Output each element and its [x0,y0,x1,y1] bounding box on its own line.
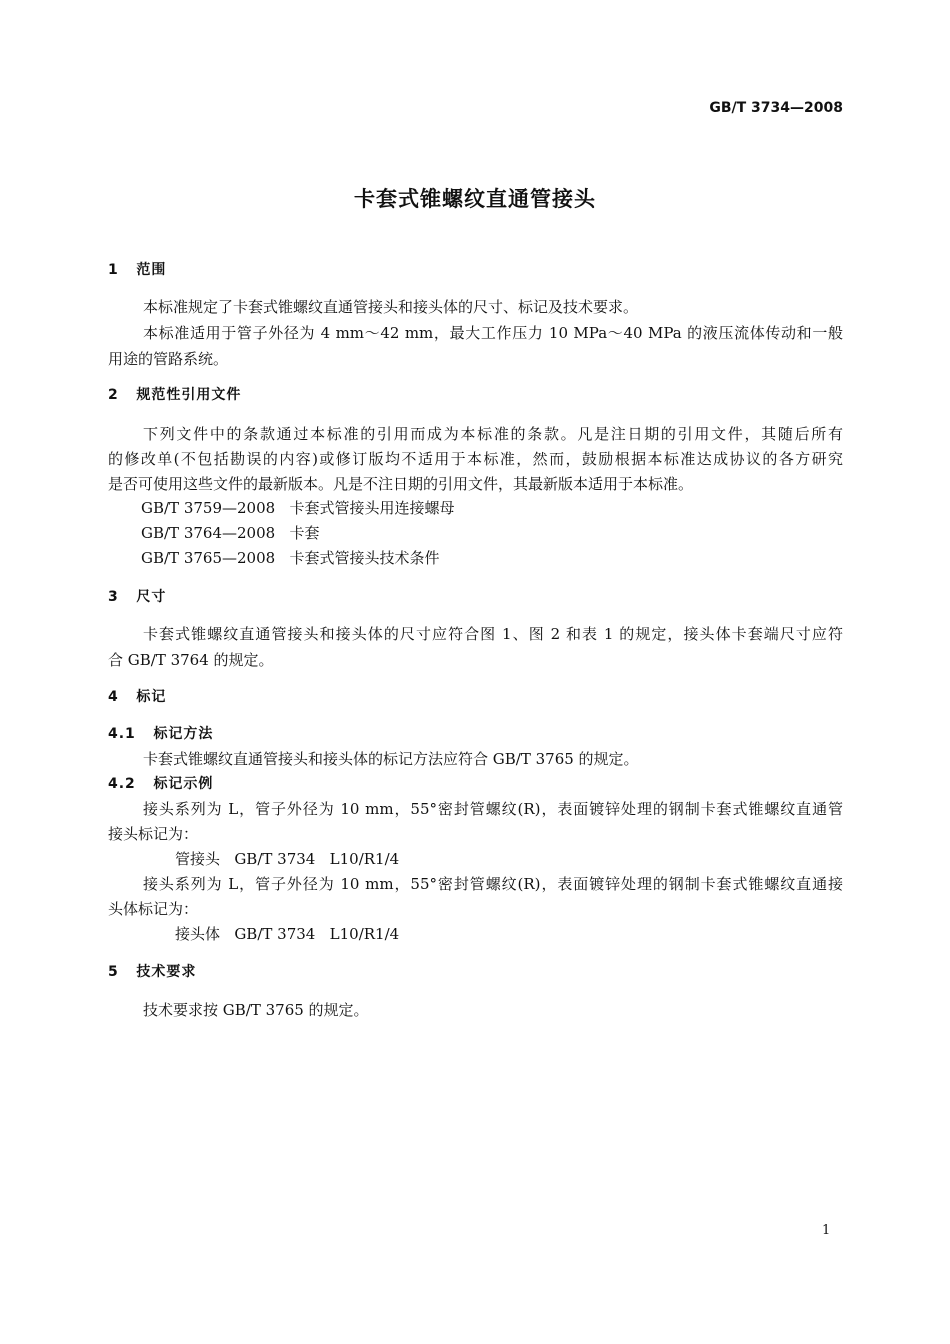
paragraph-line: 用途的管路系统。 [108,350,229,368]
paragraph-line: 卡套式锥螺纹直通管接头和接头体的标记方法应符合 GB/T 3765 的规定。 [143,750,639,768]
section-title: 范围 [136,262,167,278]
section-title: 尺寸 [136,589,167,605]
marking-name: 接头体 [175,925,221,943]
marking-standard: GB/T 3734 [234,850,316,868]
marking-example [175,924,399,944]
paragraph-line: 卡套式锥螺纹直通管接头和接头体的尺寸应符合图 1、图 2 和表 1 的规定，接头体卡套端尺寸应符 [143,625,843,643]
paragraph-line: 是否可使用这些文件的最新版本。凡是不注日期的引用文件，其最新版本适用于本标准。 [108,475,694,493]
section-heading-4 [108,687,166,707]
section-heading-3 [108,587,166,607]
paragraph-line: 下列文件中的条款通过本标准的引用而成为本标准的条款。凡是注日期的引用文件，其随后所有 [143,425,843,443]
section-heading-5 [108,962,196,982]
section-number: 2 [108,387,119,403]
document-title: 卡套式锥螺纹直通管接头 [354,187,596,211]
section-title: 标记方法 [153,726,214,742]
section-number: 3 [108,589,119,605]
paragraph-line: 接头系列为 L，管子外径为 10 mm，55°密封管螺纹(R)，表面镀锌处理的钢制卡套式锥螺纹直通接 [143,875,843,893]
section-number: 1 [108,262,119,278]
reference-name: 卡套式管接头用连接螺母 [289,499,455,517]
paragraph-line: 接头标记为： [108,825,199,843]
section-heading-1 [108,260,166,280]
subsection-heading-4-1 [108,724,213,744]
section-title: 标记 [136,689,167,705]
marking-code: L10/R1/4 [329,850,400,868]
page-number: 1 [822,1223,831,1238]
standard-number: GB/T 3734—2008 [709,100,843,116]
section-number: 5 [108,964,119,980]
paragraph-line: 本标准适用于管子外径为 4 mm～42 mm，最大工作压力 10 MPa～40 MPa 的液压流体传动和一般 [143,324,843,342]
reference-item [141,523,320,543]
section-title: 技术要求 [136,964,197,980]
paragraph-line: 接头系列为 L，管子外径为 10 mm，55°密封管螺纹(R)，表面镀锌处理的钢制卡套式锥螺纹直通管 [143,800,843,818]
reference-code: GB/T 3764—2008 [141,524,276,542]
marking-code: L10/R1/4 [329,925,400,943]
reference-name: 卡套式管接头技术条件 [289,549,440,567]
paragraph-line: 合 GB/T 3764 的规定。 [108,651,274,669]
section-number: 4 [108,689,119,705]
paragraph-line: 头体标记为： [108,900,199,918]
marking-standard: GB/T 3734 [234,925,316,943]
section-number: 4.2 [108,776,136,792]
section-title: 标记示例 [153,776,214,792]
reference-code: GB/T 3765—2008 [141,549,276,567]
reference-item [141,498,455,518]
paragraph-line: 的修改单(不包括勘误的内容)或修订版均不适用于本标准，然而，鼓励根据本标准达成协议的各方研究 [108,450,843,468]
reference-code: GB/T 3759—2008 [141,499,276,517]
reference-item [141,548,440,568]
section-heading-2 [108,385,241,405]
section-number: 4.1 [108,726,136,742]
marking-example [175,849,399,869]
subsection-heading-4-2 [108,774,213,794]
paragraph-line: 技术要求按 GB/T 3765 的规定。 [143,1001,369,1019]
reference-name: 卡套 [289,524,320,542]
marking-name: 管接头 [175,850,221,868]
section-title: 规范性引用文件 [136,387,242,403]
paragraph-line: 本标准规定了卡套式锥螺纹直通管接头和接头体的尺寸、标记及技术要求。 [143,298,639,316]
